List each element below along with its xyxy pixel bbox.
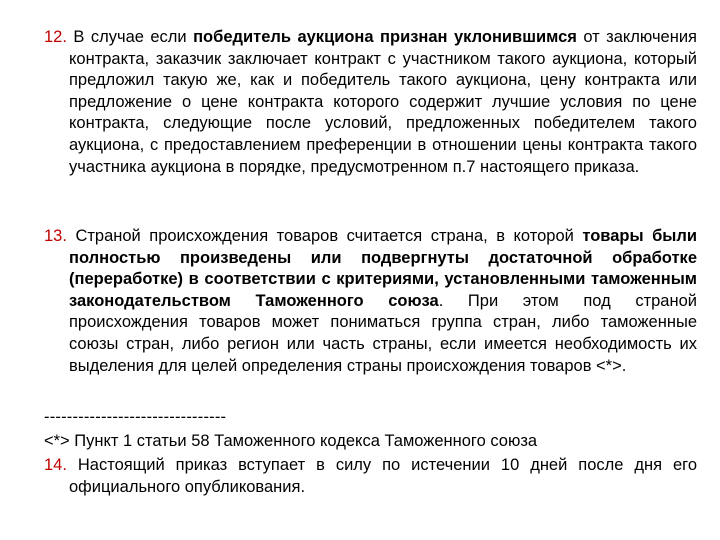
item-13-bold-phrase: товары были полностью произведены или подвергнуты достаточной обработке (переработке) в соответствии с критериями, установленными таможенным законодательством Таможенного союза	[69, 227, 697, 310]
item-14	[44, 455, 697, 498]
item-13-text-end: . При этом под страной происхождения товаров может пониматься группа стран, либо таможенные союзы стран, либо регион или часть страны, если имеется необходимость их выделения для целей определения страны происхождения товаров <*>.	[69, 291, 697, 375]
item-12	[44, 27, 697, 178]
item-13-text-start: Страной происхождения товаров считается страна, в которой	[75, 227, 583, 245]
item-12-number: 12.	[44, 28, 67, 46]
item-13-number: 13.	[44, 227, 67, 245]
footnote-separator: --------------------------------	[44, 408, 227, 426]
item-12-bold-phrase: победитель аукциона признан уклонившимся	[193, 28, 577, 46]
item-12-text-start: В случае если	[73, 28, 194, 46]
item-12-text-end: от заключения контракта, заказчик заключает контракт с участником такого аукциона, который предложил такую же, как и победитель такого аукциона, цену контракта или предложение о цене контракта которого содержит лучшие условия по цене контракта, следующие после условий, предложенных победителем такого аукциона, с предоставлением преференции в отношении цены контракта такого участника аукциона в порядке, предусмотренном п.7 настоящего приказа.	[69, 28, 697, 176]
item-14-text: Настоящий приказ вступает в силу по истечении 10 дней после дня его официального опубликования.	[69, 456, 697, 496]
footnote: <*> Пункт 1 статьи 58 Таможенного кодекса Таможенного союза	[44, 432, 538, 450]
item-14-number: 14.	[44, 456, 67, 474]
item-13	[44, 226, 697, 377]
